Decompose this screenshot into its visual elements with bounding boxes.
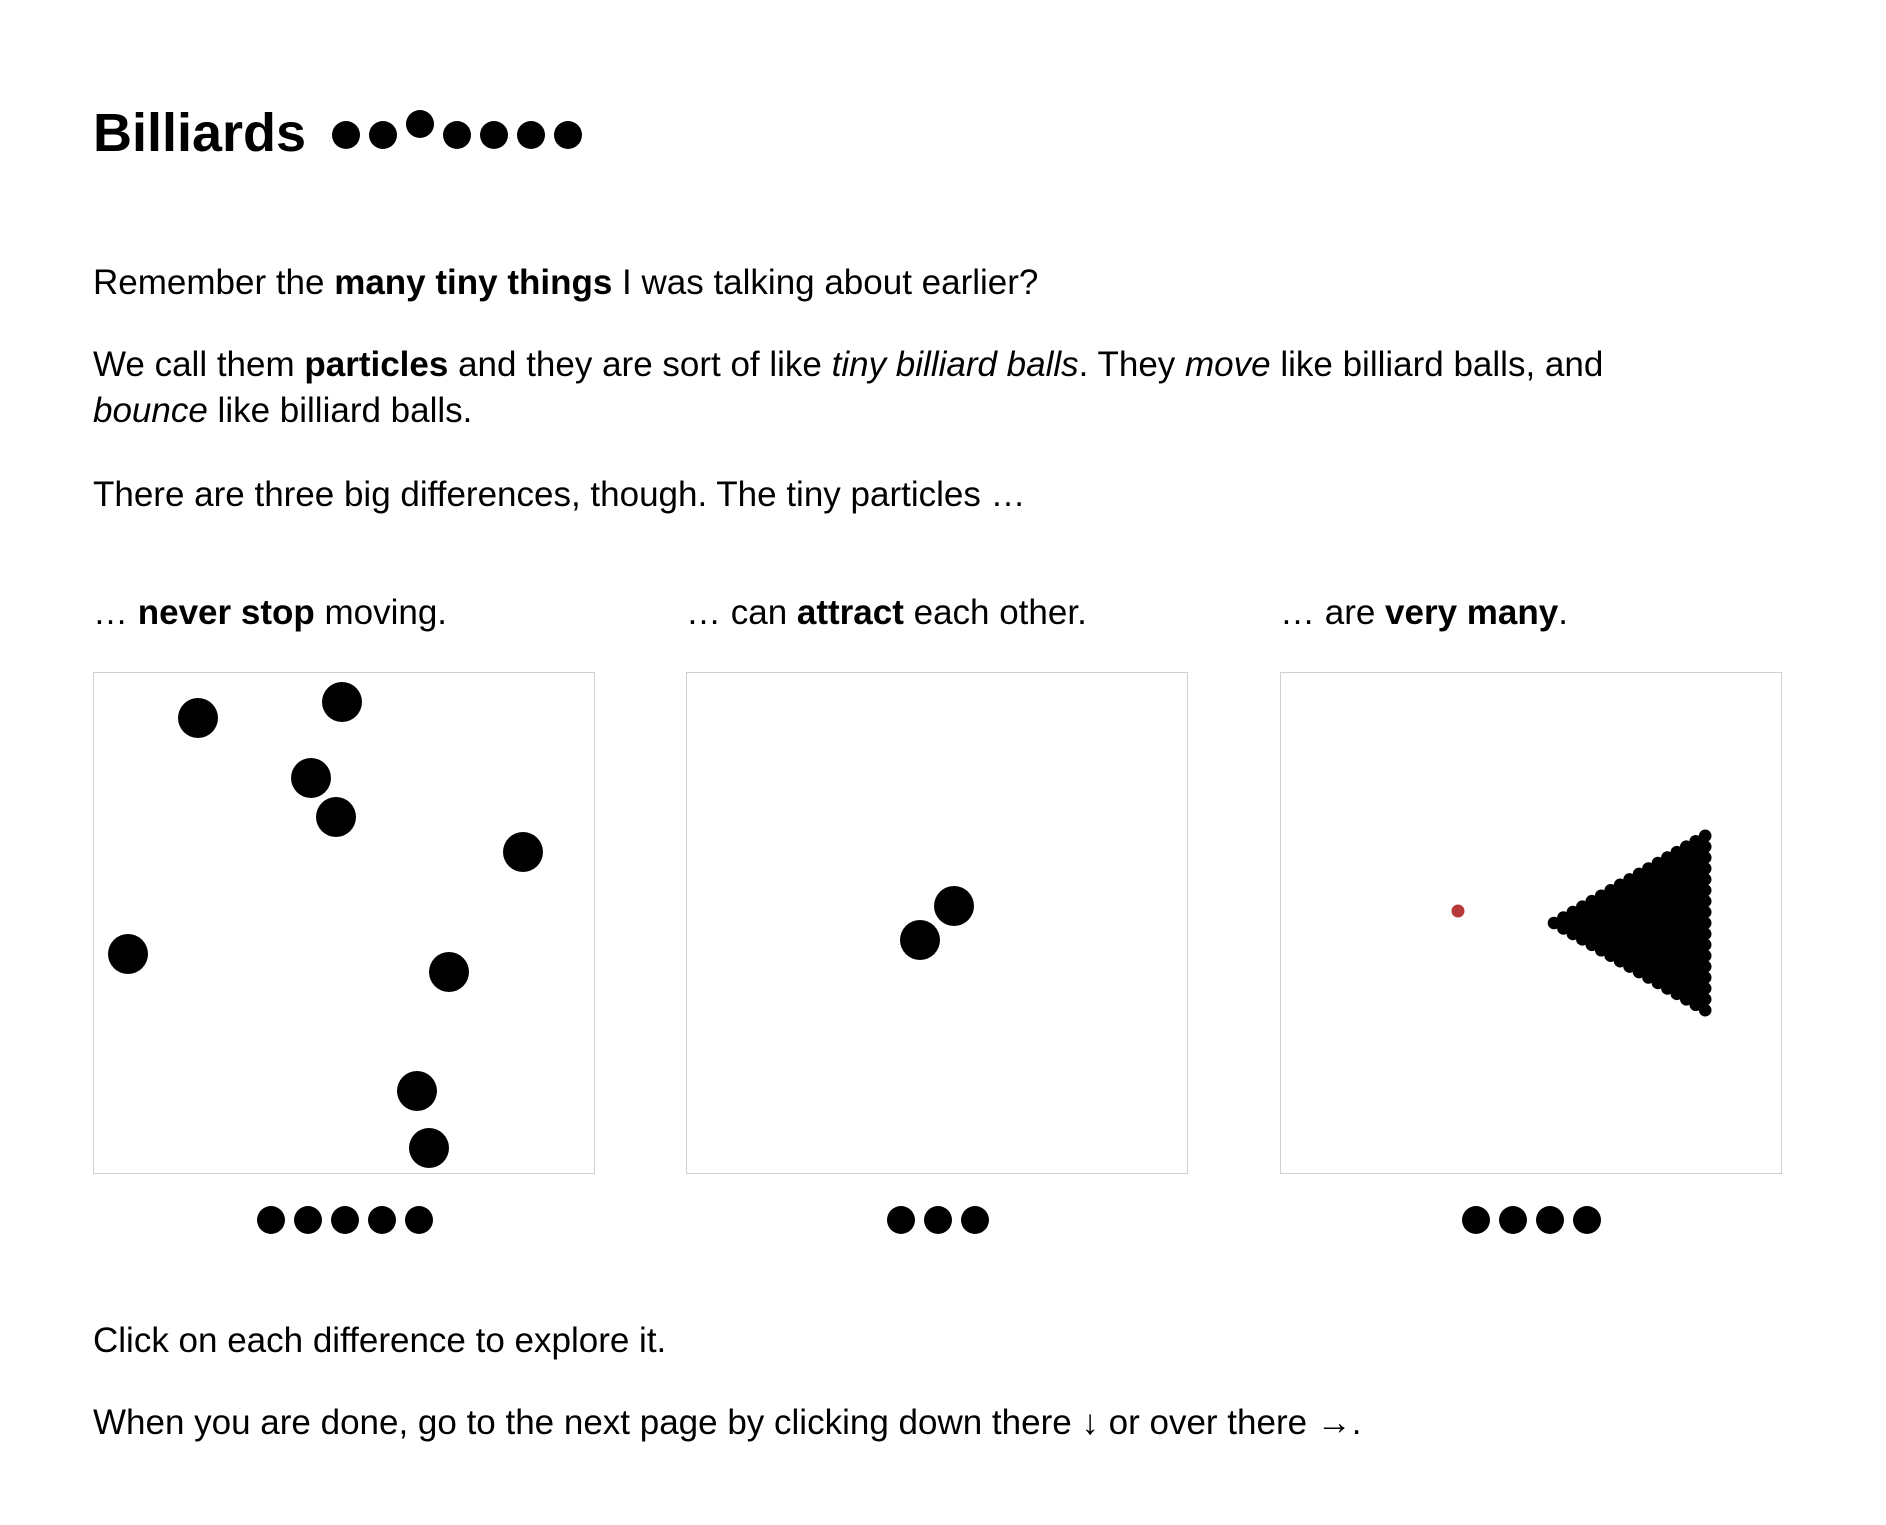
- billiard-ball-icon: [1699, 917, 1712, 930]
- billiard-ball-icon: [429, 952, 469, 992]
- dot-pager-icon[interactable]: [1462, 1206, 1490, 1234]
- billiard-ball-icon: [934, 886, 974, 926]
- billiard-ball-icon: [1699, 830, 1712, 843]
- billiard-ball-icon: [1699, 895, 1712, 908]
- instruction-explore: Click on each difference to explore it.: [93, 1321, 667, 1360]
- card-never-stop-moving[interactable]: [93, 672, 595, 1174]
- card-attract-each-other[interactable]: [686, 672, 1188, 1174]
- dot-pager-icon[interactable]: [887, 1206, 915, 1234]
- billiard-ball-icon: [1699, 862, 1712, 875]
- dot-pager-icon[interactable]: [257, 1206, 285, 1234]
- card-pager-never-stop[interactable]: [93, 1200, 597, 1240]
- dot-pager-icon[interactable]: [1499, 1206, 1527, 1234]
- billiard-ball-icon: [291, 758, 331, 798]
- cue-ball-icon: [1452, 905, 1465, 918]
- particle-canvas: [687, 673, 1189, 1175]
- intro-paragraph-1: Remember the many tiny things I was talking about earlier?: [93, 263, 1039, 302]
- billiard-ball-icon: [1699, 949, 1712, 962]
- billiard-ball-icon: [108, 934, 148, 974]
- intro-paragraph-3: There are three big differences, though. The tiny particles …: [93, 475, 1026, 514]
- billiard-ball-icon: [1699, 873, 1712, 886]
- title-pager-dot-current[interactable]: [406, 110, 434, 138]
- billiard-ball-icon: [900, 920, 940, 960]
- page-title: Billiards: [93, 103, 307, 163]
- title-pager-dot[interactable]: [332, 121, 360, 149]
- billiard-ball-icon: [503, 832, 543, 872]
- dot-pager-icon[interactable]: [294, 1206, 322, 1234]
- billiard-ball-icon: [1699, 906, 1712, 919]
- dot-pager-icon[interactable]: [368, 1206, 396, 1234]
- dot-pager-icon[interactable]: [1573, 1206, 1601, 1234]
- billiard-ball-icon: [1699, 928, 1712, 941]
- title-pager-dot[interactable]: [443, 121, 471, 149]
- billiard-ball-icon: [1699, 851, 1712, 864]
- dot-pager-icon[interactable]: [331, 1206, 359, 1234]
- card-are-very-many[interactable]: [1280, 672, 1782, 1174]
- billiard-ball-icon: [316, 797, 356, 837]
- card-pager-very-many[interactable]: [1280, 1200, 1784, 1240]
- instruction-next-page: When you are done, go to the next page by clicking down there ↓ or over there →.: [93, 1403, 1362, 1442]
- dot-pager-icon[interactable]: [405, 1206, 433, 1234]
- card-label-never-stop[interactable]: … never stop moving.: [93, 593, 448, 632]
- title-pager[interactable]: [328, 110, 588, 160]
- billiard-ball-icon: [178, 698, 218, 738]
- intro-paragraph-2: We call them particles and they are sort of like tiny billiard balls. They move like billiard balls, and bounce like billiard balls.: [93, 345, 1604, 430]
- billiard-ball-icon: [1699, 971, 1712, 984]
- title-pager-dot[interactable]: [517, 121, 545, 149]
- billiard-ball-icon: [1699, 960, 1712, 973]
- billiard-ball-icon: [1699, 939, 1712, 952]
- card-pager-attract[interactable]: [686, 1200, 1190, 1240]
- billiard-ball-icon: [397, 1071, 437, 1111]
- title-pager-dot[interactable]: [369, 121, 397, 149]
- billiard-ball-icon: [1699, 884, 1712, 897]
- particle-canvas: [1281, 673, 1783, 1175]
- card-label-attract[interactable]: … can attract each other.: [686, 593, 1087, 632]
- ball-rack: [1548, 830, 1712, 1017]
- billiard-ball-icon: [1699, 982, 1712, 995]
- billiard-ball-icon: [322, 682, 362, 722]
- title-pager-dot[interactable]: [480, 121, 508, 149]
- title-pager-dot[interactable]: [554, 121, 582, 149]
- card-label-very-many[interactable]: … are very many.: [1280, 593, 1568, 632]
- billiard-ball-icon: [1699, 840, 1712, 853]
- billiard-ball-icon: [1699, 1004, 1712, 1017]
- dot-pager-icon[interactable]: [961, 1206, 989, 1234]
- particle-canvas: [94, 673, 596, 1175]
- billiard-ball-icon: [1699, 993, 1712, 1006]
- dot-pager-icon[interactable]: [924, 1206, 952, 1234]
- billiard-ball-icon: [409, 1128, 449, 1168]
- dot-pager-icon[interactable]: [1536, 1206, 1564, 1234]
